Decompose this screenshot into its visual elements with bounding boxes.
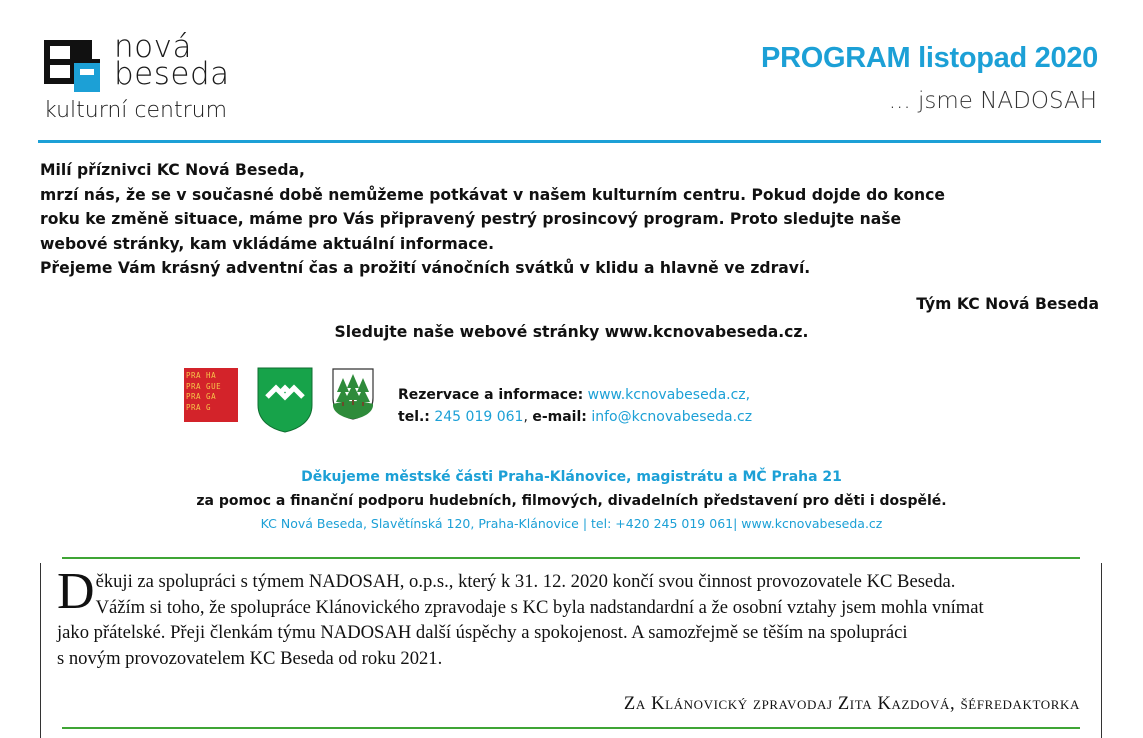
praha-logo-line: PRA HA (186, 371, 217, 380)
praha-logo-line: PRA GA (186, 392, 217, 402)
logo-name-line1: nová (114, 29, 192, 65)
editor-letter (40, 557, 1102, 736)
letter-line: jako přátelské. Přeji členkám týmu NADOSAH další úspěchy a spokojenost. A samozřejmě se těším na spolupráci (57, 622, 908, 643)
intro-signature: Tým KC Nová Beseda (916, 295, 1099, 313)
letter-top-rule (62, 557, 1080, 559)
intro-line: webové stránky, kam vkládáme aktuální informace. (40, 234, 495, 253)
letter-left-border (40, 563, 41, 738)
klanovice-shield-icon (257, 367, 313, 433)
email-label: e-mail: (532, 408, 587, 425)
letter-line: Vážím si toho, že spolupráce Klánovického zpravodaje s KC byla nadstandardní a že osobní vztahy jsem mohla vnímat (95, 596, 984, 618)
thanks-section (0, 467, 1143, 534)
letter-line-1-text: ěkuji za spolupráci s týmem NADOSAH, o.p.s., který k 31. 12. 2020 končí svou činnost provozovatele KC Beseda. (95, 571, 956, 592)
nova-beseda-logo (44, 29, 304, 130)
intro-line: roku ke změně situace, máme pro Vás připravený pestrý prosincový program. Proto sledujte naše (40, 210, 902, 228)
tel-label: tel.: (398, 408, 430, 425)
logo-name-line2: beseda (114, 56, 230, 92)
letter-right-border (1101, 563, 1102, 738)
thanks-line-2: za pomoc a finanční podporu hudebních, filmových, divadelních představení pro děti i dospělé. (196, 493, 947, 509)
intro-message (40, 158, 1100, 281)
contact-footer: KC Nová Beseda, Slavětínská 120, Praha-Klánovice | tel: +420 245 019 061| www.kcnovabeseda.cz (260, 516, 883, 531)
reservation-info (398, 385, 752, 428)
letter-signature: Za Klánovický zpravodaj Zita Kazdová, šéfredaktorka (623, 693, 1080, 714)
program-subtitle: ... jsme NADOSAH (888, 88, 1097, 114)
header-divider (38, 140, 1101, 143)
praha-logo (184, 368, 238, 422)
trees-shield-icon (332, 368, 374, 420)
intro-line: mrzí nás, že se v současné době nemůžeme potkávat v našem kulturním centru. Pokud dojde do konce (40, 185, 945, 204)
intro-line: Milí příznivci KC Nová Beseda, (40, 161, 305, 179)
page-header (0, 0, 1143, 145)
letter-dropcap: D (57, 563, 95, 620)
separator-comma: , (523, 408, 528, 425)
letter-body (57, 563, 1087, 671)
letter-bottom-rule (62, 727, 1080, 729)
thanks-line-1: Děkujeme městské části Praha-Klánovice, magistrátu a MČ Praha 21 (301, 469, 842, 485)
email-link[interactable]: info@kcnovabeseda.cz (591, 408, 753, 425)
reservation-label: Rezervace a informace: (398, 387, 584, 403)
reservation-line-2 (398, 407, 752, 429)
follow-website-text: Sledujte naše webové stránky www.kcnovabeseda.cz. (334, 323, 809, 341)
praha-logo-line: PRA GUE (186, 381, 222, 391)
program-title: PROGRAM listopad 2020 (761, 42, 1098, 74)
praha-logo-line: PRA G (186, 402, 212, 412)
logo-subtitle: kulturní centrum (44, 98, 228, 123)
logo-name (114, 29, 230, 92)
phone-link[interactable]: 245 019 061 (434, 408, 524, 425)
intro-line: Přejeme Vám krásný adventní čas a prožití vánočních svátků v klidu a hlavně ve zdraví. (40, 259, 811, 277)
website-link[interactable]: www.kcnovabeseda.cz, (587, 387, 751, 403)
nova-beseda-logo-icon (44, 40, 100, 92)
letter-line: s novým provozovatelem KC Beseda od roku 2021. (57, 647, 443, 669)
reservation-line-1 (398, 385, 752, 407)
